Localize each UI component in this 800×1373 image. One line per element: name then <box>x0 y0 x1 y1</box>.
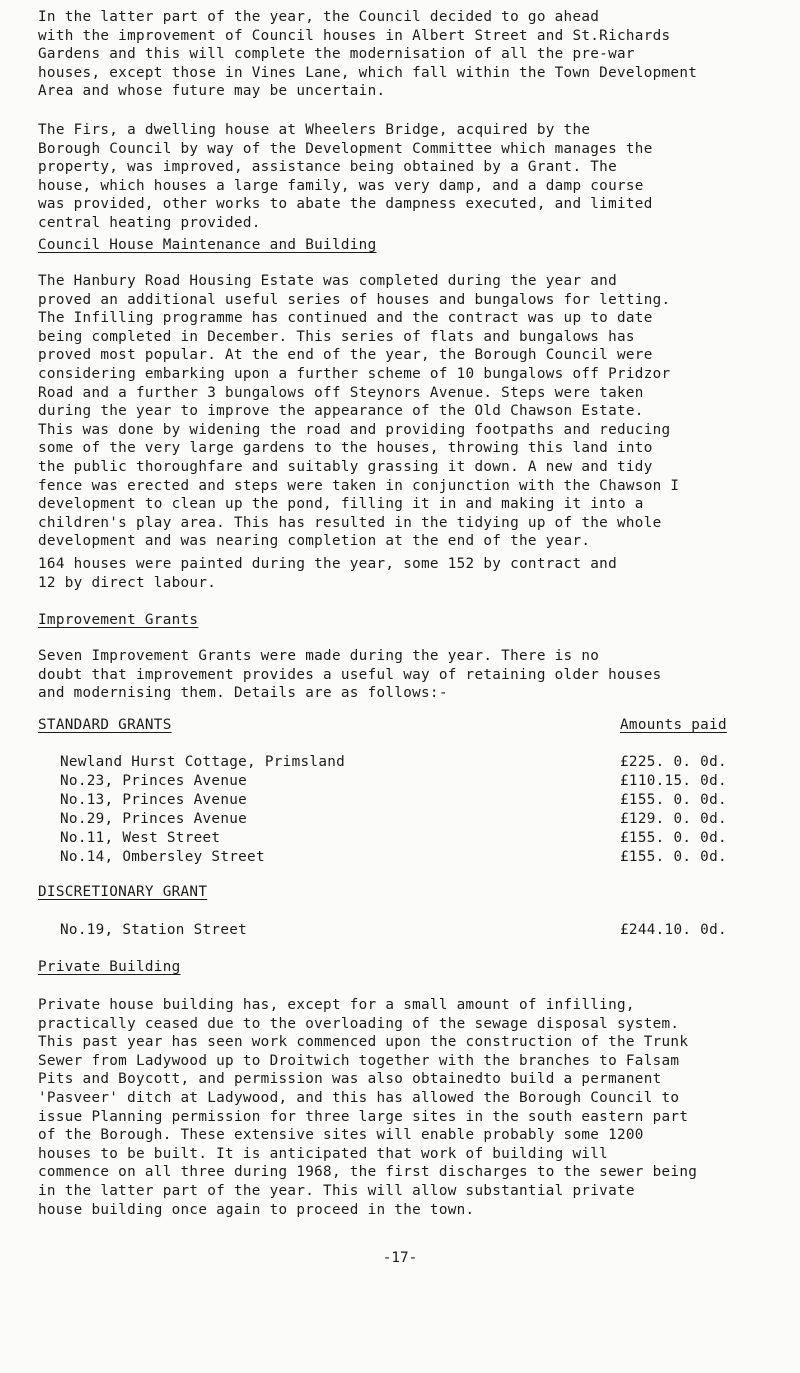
heading-standard-grants: STANDARD GRANTS <box>38 717 172 733</box>
grant-amount: £155. 0. 0d. <box>620 830 727 846</box>
table-row <box>38 790 778 810</box>
table-row <box>38 828 778 848</box>
heading-improvement-grants: Improvement Grants <box>38 612 199 628</box>
grant-property: No.23, Princes Avenue <box>60 773 248 789</box>
heading-private-building: Private Building <box>38 959 181 975</box>
paragraph-the-firs: The Firs, a dwelling house at Wheelers Bridge, acquired by the Borough Council by way of the Development Committee which manages the property, was improved, assistance being obtained by a Grant. The house, which houses a large family, was very damp, and a damp course was provided, other works to abate the dampness executed, and limited central heating provided. <box>38 122 653 231</box>
grant-property: Newland Hurst Cottage, Primsland <box>60 754 346 770</box>
paragraph-hanbury-road-estate: The Hanbury Road Housing Estate was completed during the year and proved an additional useful series of houses and bungalows for letting. The Infilling programme has continued and the contract was up to date being completed in December. This series of flats and bungalows has proved most popular. At the end of the year, the Borough Council were considering embarking upon a further scheme of 10 bungalows off Pridzor Road and a further 3 bungalows off Steynors Avenue. Steps were taken during the year to improve the appearance of the Old Chawson Estate. This was done by widening the road and providing footpaths and reducing some of the very large gardens to the houses, throwing this land into the public thoroughfare and suitably grassing it down. A new and tidy fence was erected and steps were taken in conjunction with the Chawson I development to clean up the pond, filling it in and making it into a children's play area. This has resulted in the tidying up of the whole development and was nearing completion at the end of the year. <box>38 273 680 550</box>
grant-amount: £225. 0. 0d. <box>620 754 727 770</box>
heading-discretionary-grant: DISCRETIONARY GRANT <box>38 884 208 900</box>
table-row <box>38 920 778 940</box>
table-row <box>38 809 778 829</box>
grant-property: No.29, Princes Avenue <box>60 811 248 827</box>
paragraph-improvement-grants: Seven Improvement Grants were made during the year. There is no doubt that improvement provides a useful way of retaining older houses and modernising them. Details are as follows:- <box>38 648 662 702</box>
table-row <box>38 771 778 791</box>
grant-property: No.13, Princes Avenue <box>60 792 248 808</box>
grant-property: No.14, Ombersley Street <box>60 849 265 865</box>
heading-amounts-paid: Amounts paid <box>620 717 727 733</box>
grant-property: No.11, West Street <box>60 830 221 846</box>
grant-amount: £155. 0. 0d. <box>620 792 727 808</box>
paragraph-houses-painted: 164 houses were painted during the year, some 152 by contract and 12 by direct labour. <box>38 556 617 591</box>
paragraph-private-building: Private house building has, except for a small amount of infilling, practically ceased due to the overloading of the sewage disposal system. This past year has seen work commenced upon the construction of the Trunk Sewer from Ladywood up to Droitwich together with the branches to Falsam Pits and Boycott, and permission was also obtainedto build a permanent 'Pasveer' ditch at Ladywood, and this has allowed the Borough Council to issue Planning permission for three large sites in the south eastern part of the Borough. These extensive sites will enable probably some 1200 houses to be built. It is anticipated that work of building will commence on all three during 1968, the first discharges to the sewer being in the latter part of the year. This will allow substantial private house building once again to proceed in the town. <box>38 997 698 1218</box>
grant-amount: £155. 0. 0d. <box>620 849 727 865</box>
paragraph-council-houses-improvement: In the latter part of the year, the Council decided to go ahead with the improvement of Council houses in Albert Street and St.Richards Gardens and this will complete the modernisation of all the pre-war houses, except those in Vines Lane, which fall within the Town Development Area and whose future may be uncertain. <box>38 9 698 100</box>
table-row <box>38 847 778 867</box>
page-number: -17- <box>382 1250 418 1266</box>
grant-amount: £110.15. 0d. <box>620 773 727 789</box>
heading-council-house-maintenance: Council House Maintenance and Building <box>38 237 377 253</box>
grant-property: No.19, Station Street <box>60 922 248 938</box>
grant-amount: £129. 0. 0d. <box>620 811 727 827</box>
table-row <box>38 752 778 772</box>
grant-amount: £244.10. 0d. <box>620 922 727 938</box>
